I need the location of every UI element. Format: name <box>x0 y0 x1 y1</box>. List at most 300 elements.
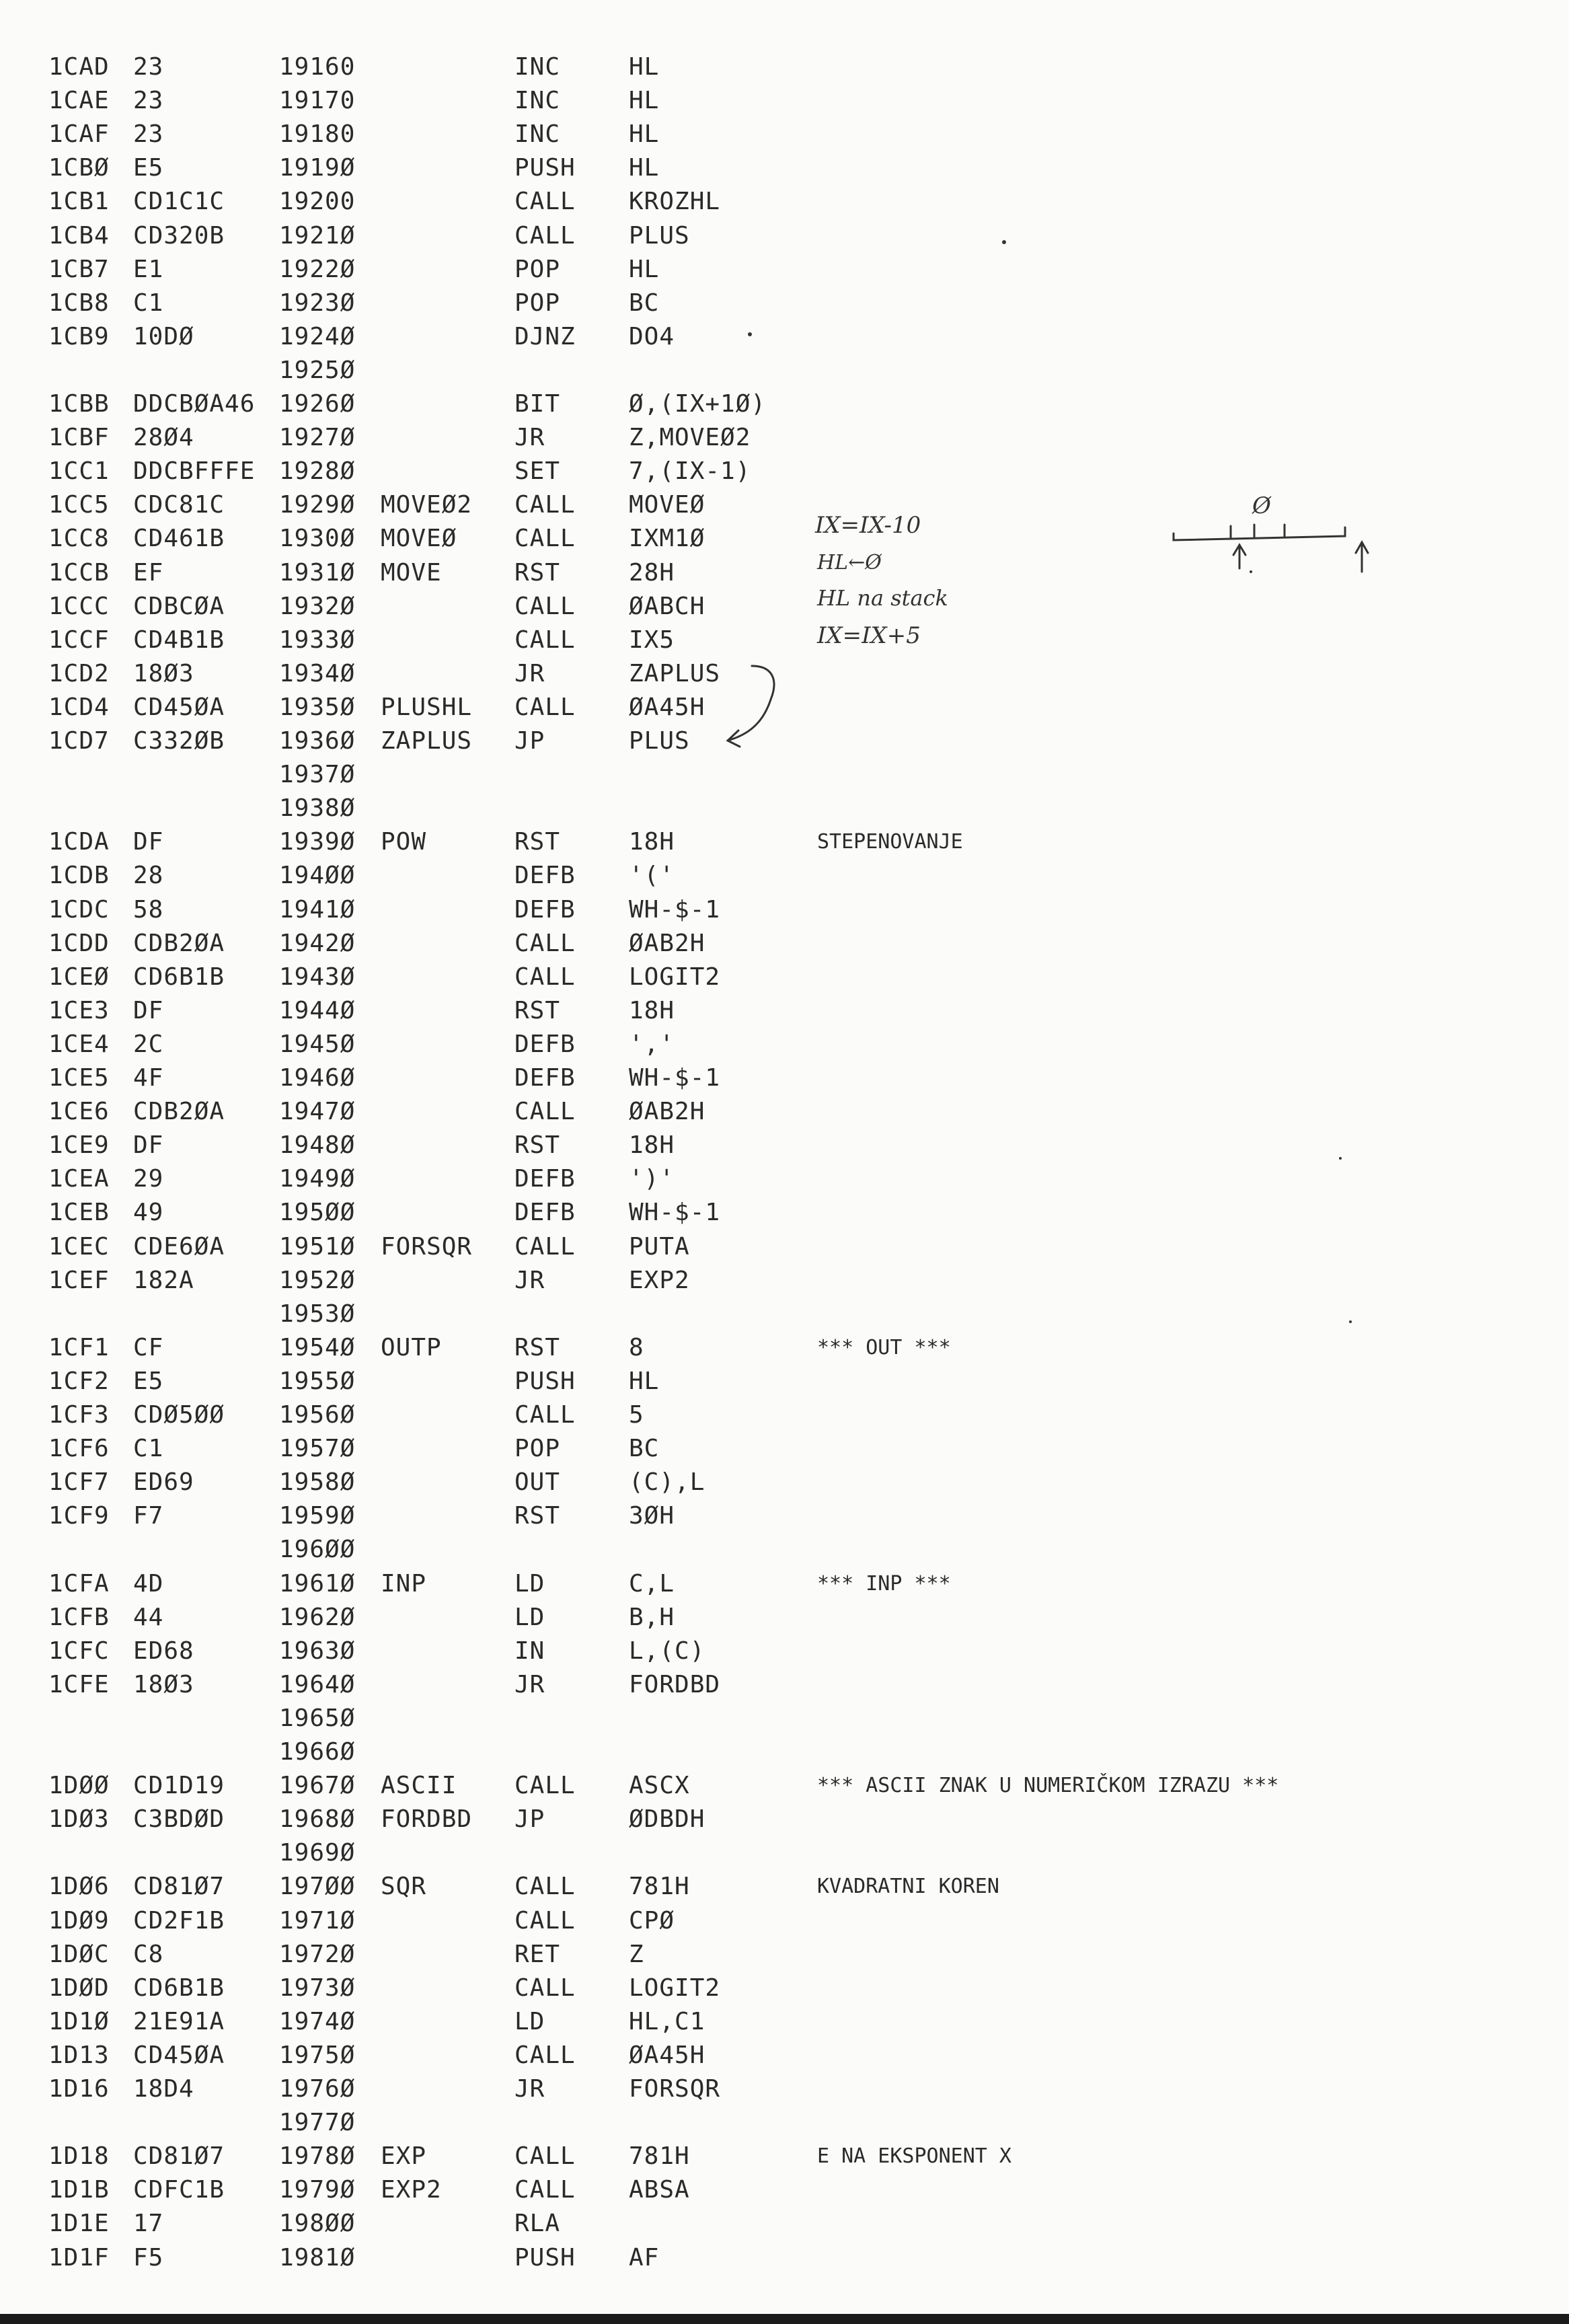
machine-code: C1 <box>133 289 164 317</box>
line-number: 1973Ø <box>279 1974 356 2002</box>
operand: ZAPLUS <box>629 660 721 687</box>
comment: *** INP *** <box>817 1572 951 1596</box>
line-number: 19180 <box>279 120 356 148</box>
mnemonic: RST <box>514 828 561 856</box>
mnemonic: POP <box>514 1435 561 1462</box>
line-number: 1930Ø <box>279 525 356 552</box>
stray-mark <box>1349 1320 1352 1323</box>
address: 1CDC <box>48 896 110 924</box>
mnemonic: OUT <box>514 1468 561 1496</box>
line-number: 198ØØ <box>279 2210 356 2237</box>
label: MOVEØ2 <box>381 491 473 519</box>
address: 1CDA <box>48 828 110 856</box>
machine-code: CDFC1B <box>133 2176 225 2204</box>
machine-code: 23 <box>133 120 164 148</box>
line-number: 1972Ø <box>279 1941 356 1968</box>
machine-code: 4D <box>133 1570 164 1598</box>
machine-code: 18D4 <box>133 2075 194 2103</box>
line-number: 1961Ø <box>279 1570 356 1598</box>
label: FORDBD <box>381 1805 473 1833</box>
mnemonic: CALL <box>514 222 576 250</box>
line-number: 1965Ø <box>279 1704 356 1732</box>
operand: PLUS <box>629 222 690 250</box>
label: MOVE <box>381 559 442 587</box>
machine-code: 10DØ <box>133 323 194 350</box>
address: 1D1F <box>48 2244 110 2272</box>
operand: ØA45H <box>629 694 705 721</box>
address: 1CE6 <box>48 1098 110 1125</box>
line-number: 1962Ø <box>279 1604 356 1631</box>
line-number: 1922Ø <box>279 256 356 283</box>
mnemonic: CALL <box>514 2176 576 2204</box>
line-number: 1929Ø <box>279 491 356 519</box>
machine-code: DF <box>133 828 164 856</box>
machine-code: 23 <box>133 53 164 81</box>
operand: ØDBDH <box>629 1805 705 1833</box>
machine-code: CD6B1B <box>133 1974 225 2002</box>
address: 1CCC <box>48 593 110 620</box>
operand: FORDBD <box>629 1671 721 1698</box>
line-number: 1978Ø <box>279 2142 356 2170</box>
operand: DO4 <box>629 323 675 350</box>
mnemonic: DEFB <box>514 1030 576 1058</box>
address: 1CDD <box>48 930 110 957</box>
mnemonic: CALL <box>514 2142 576 2170</box>
address: 1CFB <box>48 1604 110 1631</box>
address: 1CE9 <box>48 1131 110 1159</box>
mnemonic: RET <box>514 1941 561 1968</box>
operand: 18H <box>629 1131 675 1159</box>
address: 1CEA <box>48 1165 110 1193</box>
operand: '(' <box>629 862 675 889</box>
address: 1CE3 <box>48 997 110 1024</box>
mnemonic: INC <box>514 87 561 114</box>
stray-mark <box>748 332 752 336</box>
line-number: 1927Ø <box>279 424 356 451</box>
mnemonic: INC <box>514 120 561 148</box>
operand: BC <box>629 289 660 317</box>
line-number: 1945Ø <box>279 1030 356 1058</box>
machine-code: CD2F1B <box>133 1907 225 1935</box>
line-number: 196ØØ <box>279 1536 356 1563</box>
operand: HL <box>629 1367 660 1395</box>
mnemonic: DEFB <box>514 1165 576 1193</box>
operand: 18H <box>629 997 675 1024</box>
machine-code: DF <box>133 1131 164 1159</box>
machine-code: 28Ø4 <box>133 424 194 451</box>
handwritten-note-hl-zero: HL←Ø <box>817 551 882 574</box>
operand: Z,MOVEØ2 <box>629 424 751 451</box>
operand: 3ØH <box>629 1502 675 1530</box>
line-number: 1968Ø <box>279 1805 356 1833</box>
mnemonic: CALL <box>514 626 576 654</box>
label: EXP <box>381 2142 427 2170</box>
address: 1CF6 <box>48 1435 110 1462</box>
line-number: 1931Ø <box>279 559 356 587</box>
line-number: 1919Ø <box>279 154 356 182</box>
operand: HL <box>629 120 660 148</box>
operand: 18H <box>629 828 675 856</box>
operand: 5 <box>629 1401 644 1429</box>
machine-code: C1 <box>133 1435 164 1462</box>
machine-code: C8 <box>133 1941 164 1968</box>
address: 1CFE <box>48 1671 110 1698</box>
machine-code: 21E91A <box>133 2008 225 2035</box>
mnemonic: LD <box>514 1570 545 1598</box>
operand: ASCX <box>629 1772 690 1799</box>
line-number: 1924Ø <box>279 323 356 350</box>
mnemonic: PUSH <box>514 154 576 182</box>
address: 1D1B <box>48 2176 110 2204</box>
machine-code: CD320B <box>133 222 225 250</box>
operand: HL <box>629 87 660 114</box>
operand: IX5 <box>629 626 675 654</box>
line-number: 1976Ø <box>279 2075 356 2103</box>
machine-code: CDØ5ØØ <box>133 1401 225 1429</box>
line-number: 1935Ø <box>279 694 356 721</box>
line-number: 19160 <box>279 53 356 81</box>
machine-code: E1 <box>133 256 164 283</box>
line-number: 1938Ø <box>279 794 356 822</box>
address: 1D13 <box>48 2041 110 2069</box>
mnemonic: JP <box>514 1805 545 1833</box>
address: 1CE5 <box>48 1064 110 1092</box>
bracket-arrow <box>730 666 774 740</box>
operand: WH-$-1 <box>629 1199 721 1226</box>
stray-mark <box>1339 1157 1342 1160</box>
mnemonic: JP <box>514 727 545 755</box>
machine-code: CD81Ø7 <box>133 2142 225 2170</box>
mnemonic: CALL <box>514 694 576 721</box>
handwritten-note-ix-minus-10: IX=IX-10 <box>815 512 921 539</box>
line-number: 1974Ø <box>279 2008 356 2035</box>
line-number: 1979Ø <box>279 2176 356 2204</box>
address: 1CB7 <box>48 256 110 283</box>
operand: ØAB2H <box>629 1098 705 1125</box>
label: INP <box>381 1570 427 1598</box>
mnemonic: RST <box>514 559 561 587</box>
mnemonic: CALL <box>514 491 576 519</box>
operand: 28H <box>629 559 675 587</box>
machine-code: F5 <box>133 2244 164 2272</box>
address: 1CCF <box>48 626 110 654</box>
sketch-arrow-1 <box>1233 545 1246 568</box>
operand: LOGIT2 <box>629 1974 721 2002</box>
mnemonic: INC <box>514 53 561 81</box>
mnemonic: CALL <box>514 1873 576 1900</box>
label: MOVEØ <box>381 525 457 552</box>
address: 1CF1 <box>48 1334 110 1361</box>
line-number: 1967Ø <box>279 1772 356 1799</box>
label: PLUSHL <box>381 694 473 721</box>
mnemonic: CALL <box>514 1907 576 1935</box>
operand: AF <box>629 2244 660 2272</box>
operand: PUTA <box>629 1233 690 1261</box>
line-number: 1936Ø <box>279 727 356 755</box>
mnemonic: CALL <box>514 1098 576 1125</box>
line-number: 1925Ø <box>279 357 356 384</box>
mnemonic: CALL <box>514 188 576 215</box>
mnemonic: CALL <box>514 1401 576 1429</box>
line-number: 194ØØ <box>279 862 356 889</box>
address: 1DØ9 <box>48 1907 110 1935</box>
line-number: 1949Ø <box>279 1165 356 1193</box>
machine-code: DDCBFFFE <box>133 457 256 485</box>
line-number: 1933Ø <box>279 626 356 654</box>
address: 1CBØ <box>48 154 110 182</box>
address: 1CF9 <box>48 1502 110 1530</box>
address: 1CC1 <box>48 457 110 485</box>
line-number: 1939Ø <box>279 828 356 856</box>
machine-code: 4F <box>133 1064 164 1092</box>
mnemonic: CALL <box>514 1974 576 2002</box>
line-number: 1975Ø <box>279 2041 356 2069</box>
machine-code: 44 <box>133 1604 164 1631</box>
line-number: 1963Ø <box>279 1637 356 1665</box>
operand: EXP2 <box>629 1267 690 1294</box>
label: ZAPLUS <box>381 727 473 755</box>
address: 1CBF <box>48 424 110 451</box>
address: 1CEØ <box>48 963 110 991</box>
comment: *** OUT *** <box>817 1336 951 1359</box>
mnemonic: LD <box>514 1604 545 1631</box>
line-number: 1959Ø <box>279 1502 356 1530</box>
mnemonic: POP <box>514 256 561 283</box>
address: 1CB4 <box>48 222 110 250</box>
operand: L,(C) <box>629 1637 705 1665</box>
machine-code: CD45ØA <box>133 2041 225 2069</box>
mnemonic: CALL <box>514 1772 576 1799</box>
line-number: 1942Ø <box>279 930 356 957</box>
mnemonic: DEFB <box>514 1064 576 1092</box>
mnemonic: JR <box>514 1671 545 1698</box>
address: 1CF2 <box>48 1367 110 1395</box>
handwritten-note-hl-stack: HL na stack <box>817 585 948 611</box>
mnemonic: BIT <box>514 390 561 418</box>
address: 1DØ6 <box>48 1873 110 1900</box>
machine-code: CDB2ØA <box>133 1098 225 1125</box>
line-number: 1977Ø <box>279 2109 356 2136</box>
address: 1CFC <box>48 1637 110 1665</box>
operand: WH-$-1 <box>629 896 721 924</box>
address: 1CBB <box>48 390 110 418</box>
machine-code: CDC81C <box>133 491 225 519</box>
machine-code: CDB2ØA <box>133 930 225 957</box>
machine-code: CD4B1B <box>133 626 225 654</box>
mnemonic: POP <box>514 289 561 317</box>
mnemonic: JR <box>514 2075 545 2103</box>
machine-code: CD81Ø7 <box>133 1873 225 1900</box>
comment: STEPENOVANJE <box>817 830 963 854</box>
line-number: 195ØØ <box>279 1199 356 1226</box>
operand: IXM1Ø <box>629 525 705 552</box>
address: 1CB9 <box>48 323 110 350</box>
machine-code: E5 <box>133 154 164 182</box>
operand: HL,C1 <box>629 2008 705 2035</box>
handwritten-note-ix-plus-5: IX=IX+5 <box>817 622 921 649</box>
machine-code: 2C <box>133 1030 164 1058</box>
machine-code: 28 <box>133 862 164 889</box>
mnemonic: JR <box>514 660 545 687</box>
mnemonic: RLA <box>514 2210 561 2237</box>
line-number: 1932Ø <box>279 593 356 620</box>
address: 1CCB <box>48 559 110 587</box>
line-number: 1951Ø <box>279 1233 356 1261</box>
operand: BC <box>629 1435 660 1462</box>
address: 1CAF <box>48 120 110 148</box>
operand: C,L <box>629 1570 675 1598</box>
operand: ØAB2H <box>629 930 705 957</box>
address: 1CDB <box>48 862 110 889</box>
line-number: 1921Ø <box>279 222 356 250</box>
comment: E NA EKSPONENT X <box>817 2144 1011 2168</box>
mnemonic: RST <box>514 997 561 1024</box>
line-number: 1926Ø <box>279 390 356 418</box>
label: OUTP <box>381 1334 442 1361</box>
sketch-line <box>1174 527 1345 540</box>
line-number: 19200 <box>279 188 356 215</box>
line-number: 1971Ø <box>279 1907 356 1935</box>
operand: MOVEØ <box>629 491 705 519</box>
machine-code: ED68 <box>133 1637 194 1665</box>
machine-code: 49 <box>133 1199 164 1226</box>
address: 1CB8 <box>48 289 110 317</box>
address: 1D16 <box>48 2075 110 2103</box>
operand: Ø,(IX+1Ø) <box>629 390 767 418</box>
mnemonic: DEFB <box>514 862 576 889</box>
line-number: 1958Ø <box>279 1468 356 1496</box>
sketch-symbol: Ø <box>1252 492 1271 519</box>
line-number: 1928Ø <box>279 457 356 485</box>
mnemonic: SET <box>514 457 561 485</box>
line-number: 1969Ø <box>279 1839 356 1867</box>
address: 1CB1 <box>48 188 110 215</box>
operand: FORSQR <box>629 2075 721 2103</box>
mnemonic: JR <box>514 1267 545 1294</box>
line-number: 1923Ø <box>279 289 356 317</box>
operand: HL <box>629 154 660 182</box>
mnemonic: CALL <box>514 930 576 957</box>
address: 1D1Ø <box>48 2008 110 2035</box>
operand: 781H <box>629 1873 690 1900</box>
machine-code: 23 <box>133 87 164 114</box>
machine-code: CD6B1B <box>133 963 225 991</box>
address: 1CEF <box>48 1267 110 1294</box>
line-number: 197ØØ <box>279 1873 356 1900</box>
line-number: 1954Ø <box>279 1334 356 1361</box>
line-number: 1956Ø <box>279 1401 356 1429</box>
machine-code: ED69 <box>133 1468 194 1496</box>
operand: ',' <box>629 1030 675 1058</box>
mnemonic: DEFB <box>514 1199 576 1226</box>
operand: KROZHL <box>629 188 721 215</box>
mnemonic: PUSH <box>514 2244 576 2272</box>
machine-code: F7 <box>133 1502 164 1530</box>
machine-code: DF <box>133 997 164 1024</box>
address: 1CC5 <box>48 491 110 519</box>
machine-code: C3BDØD <box>133 1805 225 1833</box>
line-number: 1947Ø <box>279 1098 356 1125</box>
mnemonic: CALL <box>514 2041 576 2069</box>
machine-code: E5 <box>133 1367 164 1395</box>
operand: WH-$-1 <box>629 1064 721 1092</box>
address: 1CF3 <box>48 1401 110 1429</box>
machine-code: 18Ø3 <box>133 660 194 687</box>
line-number: 1943Ø <box>279 963 356 991</box>
label: SQR <box>381 1873 427 1900</box>
machine-code: 18Ø3 <box>133 1671 194 1698</box>
address: 1CD7 <box>48 727 110 755</box>
label: EXP2 <box>381 2176 442 2204</box>
line-number: 1948Ø <box>279 1131 356 1159</box>
operand: ØABCH <box>629 593 705 620</box>
mnemonic: DJNZ <box>514 323 576 350</box>
mnemonic: RST <box>514 1131 561 1159</box>
machine-code: CD45ØA <box>133 694 225 721</box>
address: 1DØD <box>48 1974 110 2002</box>
operand: 8 <box>629 1334 644 1361</box>
address: 1CAD <box>48 53 110 81</box>
line-number: 1946Ø <box>279 1064 356 1092</box>
mnemonic: LD <box>514 2008 545 2035</box>
operand: ØA45H <box>629 2041 705 2069</box>
line-number: 1981Ø <box>279 2244 356 2272</box>
line-number: 1952Ø <box>279 1267 356 1294</box>
operand: B,H <box>629 1604 675 1631</box>
address: 1DØC <box>48 1941 110 1968</box>
machine-code: EF <box>133 559 164 587</box>
line-number: 1941Ø <box>279 896 356 924</box>
address: 1CAE <box>48 87 110 114</box>
address: 1D1E <box>48 2210 110 2237</box>
line-number: 1955Ø <box>279 1367 356 1395</box>
line-number: 19170 <box>279 87 356 114</box>
line-number: 1937Ø <box>279 761 356 788</box>
line-number: 1953Ø <box>279 1300 356 1328</box>
comment: *** ASCII ZNAK U NUMERIČKOM IZRAZU *** <box>817 1774 1279 1797</box>
address: 1CEC <box>48 1233 110 1261</box>
page-bottom-edge <box>0 2314 1569 2324</box>
address: 1DØ3 <box>48 1805 110 1833</box>
operand: ABSA <box>629 2176 690 2204</box>
mnemonic: CALL <box>514 963 576 991</box>
operand: HL <box>629 53 660 81</box>
machine-code: CDE6ØA <box>133 1233 225 1261</box>
line-number: 1964Ø <box>279 1671 356 1698</box>
address: 1CD2 <box>48 660 110 687</box>
stray-mark <box>1002 240 1006 244</box>
machine-code: CF <box>133 1334 164 1361</box>
address: 1CEB <box>48 1199 110 1226</box>
operand: 781H <box>629 2142 690 2170</box>
stray-mark <box>1250 570 1252 573</box>
operand: PLUS <box>629 727 690 755</box>
operand: ')' <box>629 1165 675 1193</box>
line-number: 1944Ø <box>279 997 356 1024</box>
machine-code: 182A <box>133 1267 194 1294</box>
comment: KVADRATNI KOREN <box>817 1875 999 1898</box>
label: FORSQR <box>381 1233 473 1261</box>
mnemonic: CALL <box>514 525 576 552</box>
mnemonic: CALL <box>514 593 576 620</box>
label: POW <box>381 828 427 856</box>
mnemonic: JR <box>514 424 545 451</box>
sketch-arrow-2 <box>1356 542 1368 572</box>
address: 1D18 <box>48 2142 110 2170</box>
mnemonic: IN <box>514 1637 545 1665</box>
address: 1CC8 <box>48 525 110 552</box>
address: 1CD4 <box>48 694 110 721</box>
